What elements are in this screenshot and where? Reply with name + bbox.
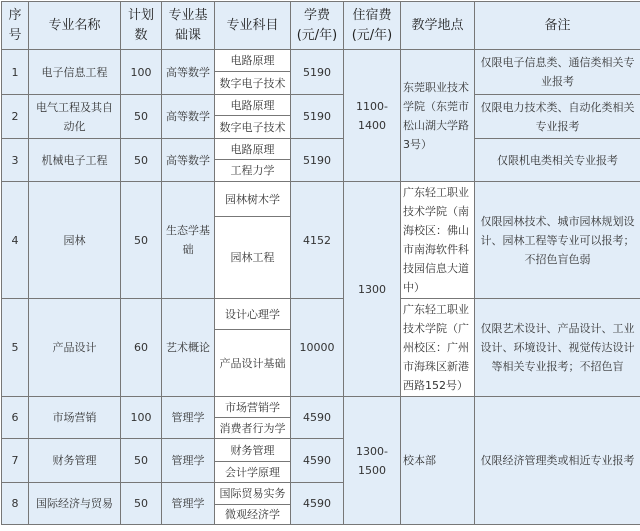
base-course: 高等数学 [162,139,215,182]
base-course: 管理学 [162,397,215,439]
major-name: 电气工程及其自动化 [29,95,121,139]
subject: 园林工程 [215,217,291,299]
teaching-location: 校本部 [401,397,475,525]
row-number: 8 [2,483,29,525]
plan-count: 60 [121,299,162,397]
header-dorm: 住宿费(元/年) [344,2,401,50]
major-name: 产品设计 [29,299,121,397]
subject: 消费者行为学 [215,418,291,439]
major-name: 园林 [29,182,121,299]
row-number: 7 [2,439,29,483]
tuition-fee: 5190 [291,95,344,139]
row-number: 3 [2,139,29,182]
tuition-fee: 5190 [291,50,344,95]
subject: 数字电子技术 [215,72,291,95]
note: 仅限园林技术、城市园林规划设计、园林工程等专业可以报考；不招色盲色弱 [475,182,640,299]
subject: 国际贸易实务 [215,483,291,505]
row-number: 5 [2,299,29,397]
table-row [2,95,640,116]
teaching-location: 广东轻工职业技术学院（南海校区：佛山市南海软件科技园信息大道中） [401,182,475,299]
table-row [2,299,640,330]
plan-count: 50 [121,95,162,139]
plan-count: 50 [121,439,162,483]
major-name: 机械电子工程 [29,139,121,182]
row-number: 1 [2,50,29,95]
dorm-fee: 1100-1400 [344,50,401,182]
enrollment-table [1,1,640,525]
base-course: 管理学 [162,483,215,525]
subject: 会计学原理 [215,462,291,483]
base-course: 艺术概论 [162,299,215,397]
plan-count: 50 [121,483,162,525]
table-body [2,50,640,525]
header-base: 专业基础课 [162,2,215,50]
row-number: 6 [2,397,29,439]
subject: 市场营销学 [215,397,291,418]
subject: 电路原理 [215,50,291,72]
row-number: 2 [2,95,29,139]
base-course: 管理学 [162,439,215,483]
subject: 微观经济学 [215,505,291,525]
table-row [2,139,640,160]
note: 仅限艺术设计、产品设计、工业设计、环境设计、视觉传达设计等相关专业报考；不招色盲 [475,299,640,397]
teaching-location: 东莞职业技术学院（东莞市松山湖大学路3号） [401,50,475,182]
note: 仅限机电类相关专业报考 [475,139,640,182]
tuition-fee: 4590 [291,439,344,483]
dorm-fee: 1300-1500 [344,397,401,525]
plan-count: 50 [121,139,162,182]
header-major: 专业名称 [29,2,121,50]
header-row [2,2,640,50]
subject: 工程力学 [215,160,291,182]
base-course: 高等数学 [162,50,215,95]
subject: 数字电子技术 [215,116,291,139]
note: 仅限经济管理类或相近专业报考 [475,397,640,525]
major-name: 国际经济与贸易 [29,483,121,525]
note: 仅限电子信息类、通信类相关专业报考 [475,50,640,95]
base-course: 生态学基础 [162,182,215,299]
dorm-fee: 1300 [344,182,401,397]
row-number: 4 [2,182,29,299]
tuition-fee: 4590 [291,397,344,439]
subject: 产品设计基础 [215,330,291,397]
tuition-fee: 5190 [291,139,344,182]
header-fee: 学费(元/年) [291,2,344,50]
major-name: 电子信息工程 [29,50,121,95]
table-row [2,50,640,72]
subject: 园林树木学 [215,182,291,217]
subject: 设计心理学 [215,299,291,330]
header-subject: 专业科目 [215,2,291,50]
major-name: 财务管理 [29,439,121,483]
major-name: 市场营销 [29,397,121,439]
subject: 财务管理 [215,439,291,462]
plan-count: 100 [121,50,162,95]
plan-count: 100 [121,397,162,439]
table-row [2,182,640,217]
note: 仅限电力技术类、自动化类相关专业报考 [475,95,640,139]
subject: 电路原理 [215,95,291,116]
header-location: 教学地点 [401,2,475,50]
header-plan: 计划数 [121,2,162,50]
header-no: 序号 [2,2,29,50]
tuition-fee: 10000 [291,299,344,397]
base-course: 高等数学 [162,95,215,139]
subject: 电路原理 [215,139,291,160]
plan-count: 50 [121,182,162,299]
teaching-location: 广东轻工职业技术学院（广州校区：广州市海珠区新港西路152号） [401,299,475,397]
tuition-fee: 4152 [291,182,344,299]
table-row [2,397,640,418]
tuition-fee: 4590 [291,483,344,525]
header-note: 备注 [475,2,640,50]
